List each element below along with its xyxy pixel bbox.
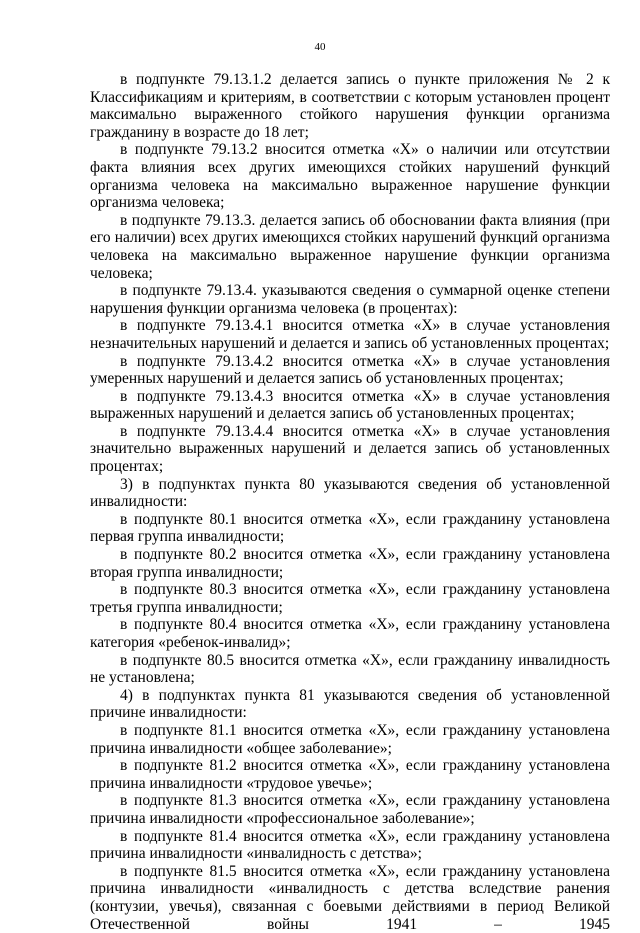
- paragraph: в подпункте 80.1 вносится отметка «Х», если гражданину установлена первая группа инвалидности;: [90, 510, 610, 546]
- paragraph: в подпункте 79.13.4.3 вносится отметка «Х» в случае установления выраженных нарушений и делается запись об установленных процентах;: [90, 387, 610, 423]
- paragraph: в подпункте 80.4 вносится отметка «Х», если гражданину установлена категория «ребенок-инвалид»;: [90, 616, 610, 651]
- document-body: [90, 71, 610, 933]
- paragraph: в подпункте 79.13.3. делается запись об обосновании факта влияния (при его наличии) всех других имеющихся стойких нарушений функций организма человека на максимально выраженное нарушение функции организма человека;: [90, 211, 610, 282]
- paragraph: в подпункте 81.3 вносится отметка «Х», если гражданину установлена причина инвалидности «профессиональное заболевание»;: [90, 792, 610, 827]
- paragraph: в подпункте 79.13.4.1 вносится отметка «Х» в случае установления незначительных нарушений и делается и запись об установленных процентах;: [90, 317, 610, 352]
- page-number: 40: [314, 41, 326, 53]
- paragraph: в подпункте 79.13.2 вносится отметка «Х» о наличии или отсутствии факта влияния всех других имеющихся стойких нарушений функций организма человека на максимально выраженное нарушение функции организма человека;: [90, 141, 610, 212]
- paragraph: в подпункте 80.3 вносится отметка «Х», если гражданину установлена третья группа инвалидности;: [90, 581, 610, 616]
- paragraph: в подпункте 81.4 вносится отметка «Х», если гражданину установлена причина инвалидности «инвалидность с детства»;: [90, 827, 610, 863]
- paragraph: в подпункте 79.13.1.2 делается запись о пункте приложения № 2 к Классификациям и критериям, в соответствии с которым установлен процент максимально выраженного стойкого нарушения функции организма гражданину в возрасте до 18 лет;: [90, 71, 610, 141]
- paragraph: 4) в подпунктах пункта 81 указываются сведения об установленной причине инвалидности:: [90, 686, 610, 722]
- paragraph: в подпункте 79.13.4.2 вносится отметка «Х» в случае установления умеренных нарушений и делается запись об установленных процентах;: [90, 352, 610, 388]
- paragraph: в подпункте 79.13.4.4 вносится отметка «Х» в случае установления значительно выраженных нарушений и делается запись об установленных процентах;: [90, 422, 610, 476]
- paragraph: в подпункте 81.1 вносится отметка «Х», если гражданину установлена причина инвалидности «общее заболевание»;: [90, 721, 610, 757]
- paragraph: в подпункте 81.2 вносится отметка «Х», если гражданину установлена причина инвалидности «трудовое увечье»;: [90, 757, 610, 792]
- paragraph: в подпункте 80.2 вносится отметка «Х», если гражданину установлена вторая группа инвалидности;: [90, 546, 610, 581]
- paragraph: в подпункте 79.13.4. указываются сведения о суммарной оценке степени нарушения функции организма человека (в процентах):: [90, 282, 610, 317]
- paragraph: в подпункте 80.5 вносится отметка «Х», если гражданину инвалидность не установлена;: [90, 651, 610, 687]
- paragraph: 3) в подпунктах пункта 80 указываются сведения об установленной инвалидности:: [90, 475, 610, 511]
- paragraph: в подпункте 81.5 вносится отметка «Х», если гражданину установлена причина инвалидности «инвалидность с детства вследствие ранения (контузии, увечья), связанная с боевыми действиями в период Великой Отечественной войны 1941 – 1945: [90, 862, 610, 933]
